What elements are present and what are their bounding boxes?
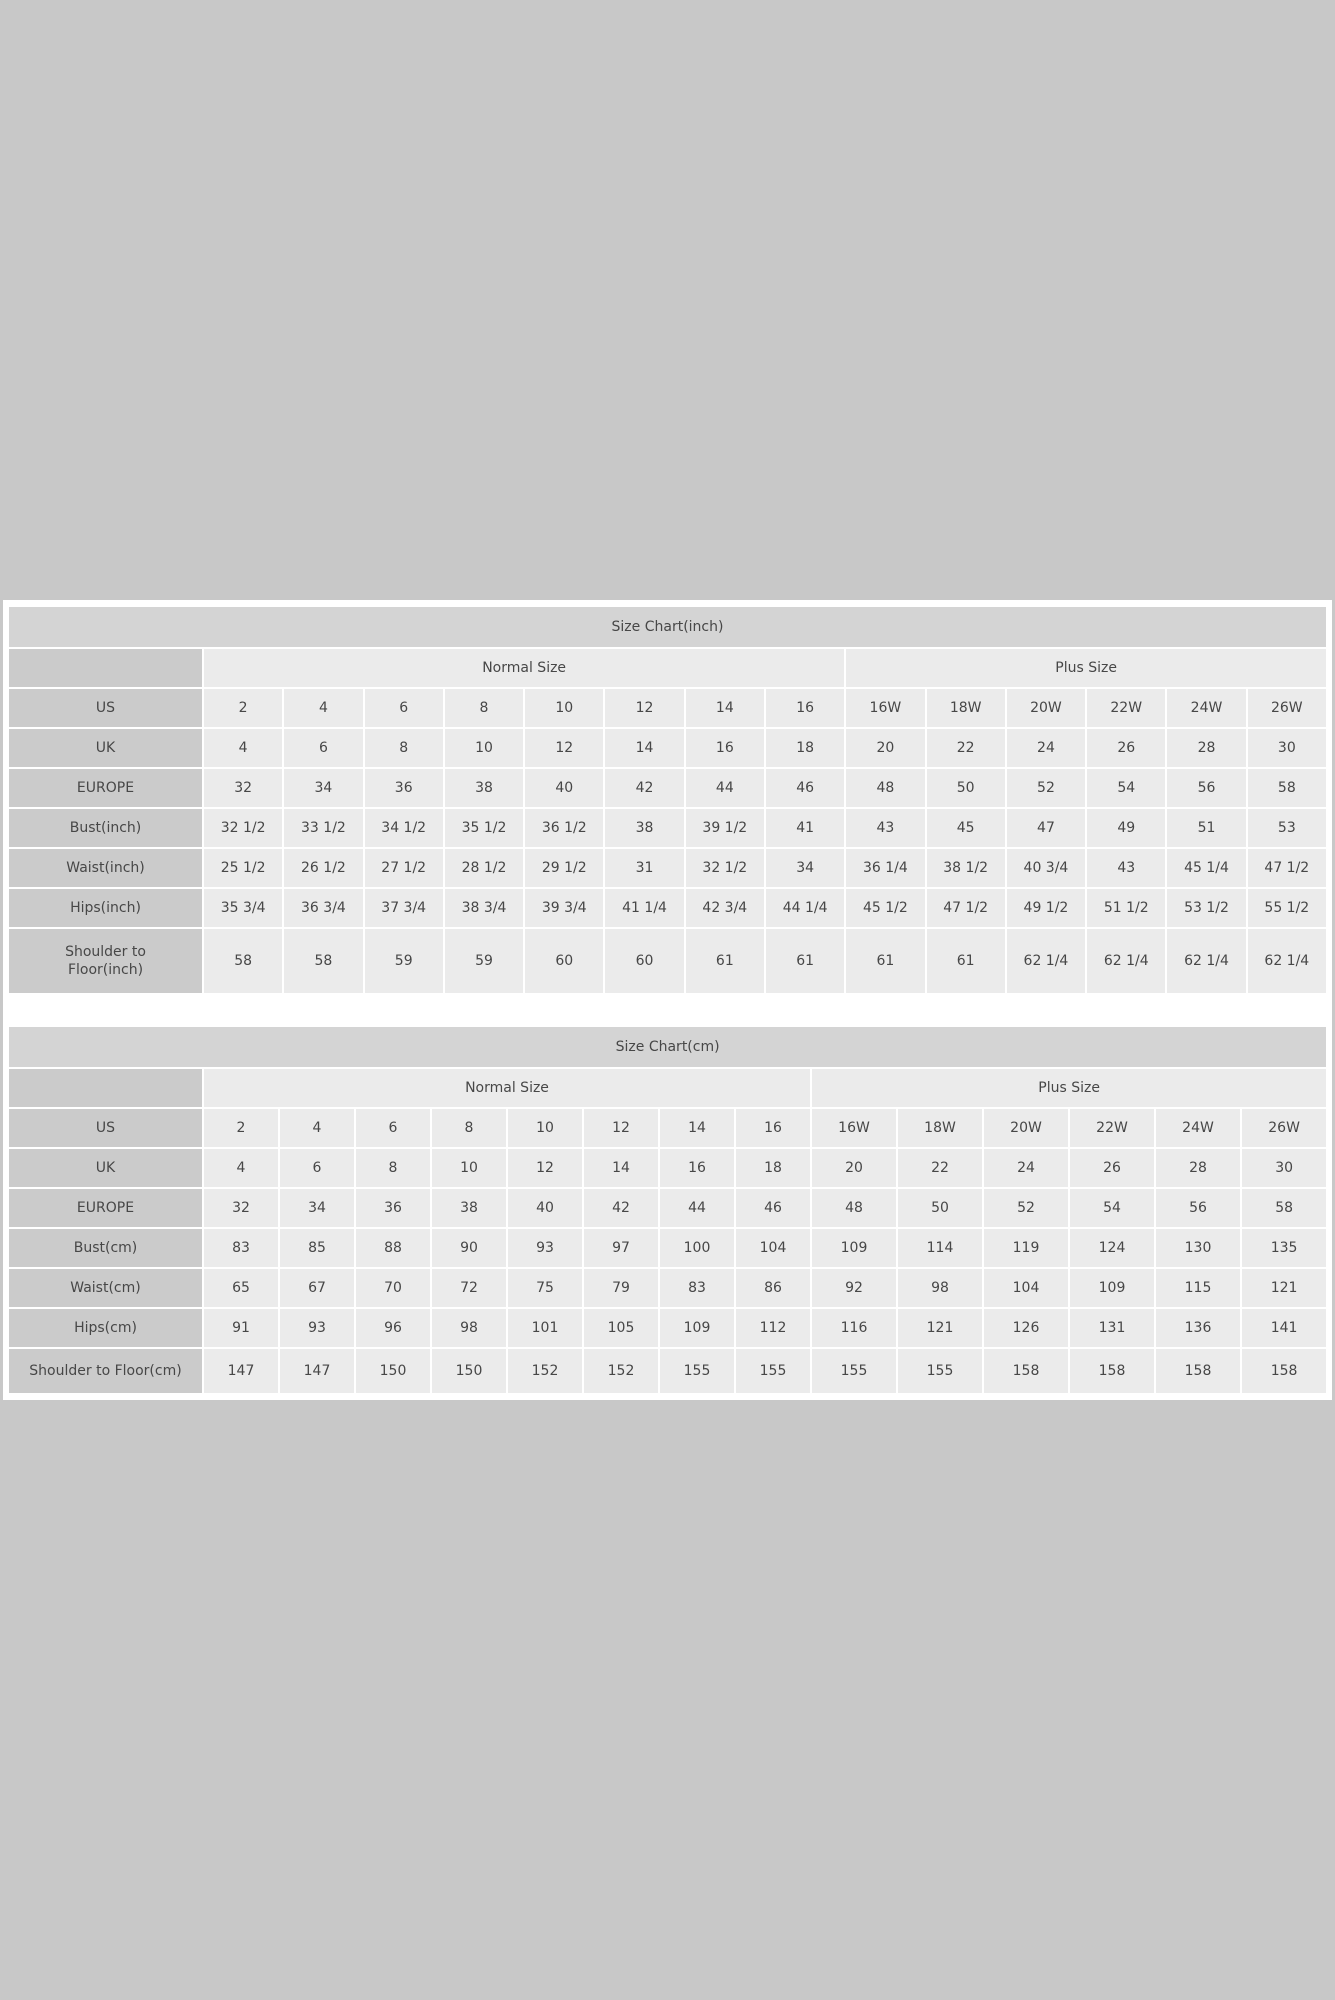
corner-cell [9,649,202,687]
size-value-cell: 155 [736,1349,810,1393]
size-value-cell: 158 [1242,1349,1326,1393]
size-value-cell: 53 [1248,809,1326,847]
size-value-cell: 96 [356,1309,430,1347]
size-value-cell: 4 [204,729,282,767]
size-value-cell: 18W [927,689,1005,727]
size-value-cell: 38 3/4 [445,889,523,927]
size-value-cell: 45 [927,809,1005,847]
size-value-cell: 75 [508,1269,582,1307]
size-value-cell: 48 [846,769,924,807]
size-value-cell: 22 [927,729,1005,767]
plus-size-header: Plus Size [846,649,1326,687]
size-value-cell: 155 [898,1349,982,1393]
size-value-cell: 30 [1248,729,1326,767]
size-value-cell: 136 [1156,1309,1240,1347]
size-value-cell: 109 [660,1309,734,1347]
size-value-cell: 38 [605,809,683,847]
size-value-cell: 18 [736,1149,810,1187]
size-value-cell: 33 1/2 [284,809,362,847]
size-value-cell: 130 [1156,1229,1240,1267]
plus-size-header: Plus Size [812,1069,1326,1107]
size-value-cell: 98 [432,1309,506,1347]
size-value-cell: 16 [766,689,844,727]
size-value-cell: 45 1/2 [846,889,924,927]
size-value-cell: 16 [660,1149,734,1187]
chart-title-inch: Size Chart(inch) [9,607,1326,647]
size-value-cell: 104 [736,1229,810,1267]
size-value-cell: 152 [508,1349,582,1393]
size-value-cell: 115 [1156,1269,1240,1307]
size-value-cell: 30 [1242,1149,1326,1187]
size-value-cell: 119 [984,1229,1068,1267]
size-value-cell: 42 3/4 [686,889,764,927]
size-value-cell: 104 [984,1269,1068,1307]
size-value-cell: 26W [1242,1109,1326,1147]
row-label: US [9,1109,202,1147]
size-value-cell: 35 1/2 [445,809,523,847]
size-value-cell: 51 [1167,809,1245,847]
size-value-cell: 116 [812,1309,896,1347]
size-value-cell: 48 [812,1189,896,1227]
size-value-cell: 62 1/4 [1248,929,1326,993]
size-value-cell: 39 1/2 [686,809,764,847]
size-value-cell: 121 [898,1309,982,1347]
size-value-cell: 32 [204,769,282,807]
size-value-cell: 47 1/2 [1248,849,1326,887]
size-value-cell: 18 [766,729,844,767]
size-value-cell: 155 [812,1349,896,1393]
size-value-cell: 135 [1242,1229,1326,1267]
size-value-cell: 20W [1007,689,1085,727]
size-value-cell: 36 1/4 [846,849,924,887]
size-value-cell: 10 [508,1109,582,1147]
size-value-cell: 34 [766,849,844,887]
size-value-cell: 8 [432,1109,506,1147]
size-value-cell: 105 [584,1309,658,1347]
size-value-cell: 54 [1070,1189,1154,1227]
size-value-cell: 10 [432,1149,506,1187]
row-label-line: Floor(inch) [67,962,144,978]
size-value-cell: 36 [365,769,443,807]
size-value-cell: 24W [1156,1109,1240,1147]
size-value-cell: 52 [984,1189,1068,1227]
size-charts-panel [3,600,1332,1400]
size-value-cell: 126 [984,1309,1068,1347]
size-value-cell: 61 [927,929,1005,993]
size-value-cell: 14 [660,1109,734,1147]
size-value-cell: 34 [280,1189,354,1227]
size-value-cell: 91 [204,1309,278,1347]
size-value-cell: 16 [736,1109,810,1147]
size-value-cell: 42 [605,769,683,807]
size-value-cell: 124 [1070,1229,1154,1267]
size-value-cell: 26W [1248,689,1326,727]
size-value-cell: 6 [280,1149,354,1187]
size-value-cell: 42 [584,1189,658,1227]
row-label: US [9,689,202,727]
size-value-cell: 86 [736,1269,810,1307]
size-value-cell: 150 [356,1349,430,1393]
size-value-cell: 12 [525,729,603,767]
size-value-cell: 8 [365,729,443,767]
size-chart-cm-table [7,1025,1328,1395]
size-value-cell: 36 3/4 [284,889,362,927]
size-value-cell: 44 [660,1189,734,1227]
size-value-cell: 37 3/4 [365,889,443,927]
size-value-cell: 34 1/2 [365,809,443,847]
size-value-cell: 24W [1167,689,1245,727]
row-label: Waist(cm) [9,1269,202,1307]
size-value-cell: 50 [927,769,1005,807]
size-value-cell: 60 [605,929,683,993]
size-value-cell: 45 1/4 [1167,849,1245,887]
row-label [9,929,202,993]
size-value-cell: 141 [1242,1309,1326,1347]
size-value-cell: 16 [686,729,764,767]
size-value-cell: 36 1/2 [525,809,603,847]
size-value-cell: 22 [898,1149,982,1187]
row-label: UK [9,729,202,767]
size-value-cell: 38 1/2 [927,849,1005,887]
size-value-cell: 100 [660,1229,734,1267]
size-value-cell: 14 [605,729,683,767]
row-label: UK [9,1149,202,1187]
size-value-cell: 50 [898,1189,982,1227]
size-value-cell: 61 [686,929,764,993]
size-value-cell: 12 [584,1109,658,1147]
size-value-cell: 72 [432,1269,506,1307]
chart-title-cm: Size Chart(cm) [9,1027,1326,1067]
size-value-cell: 43 [846,809,924,847]
size-value-cell: 28 1/2 [445,849,523,887]
size-value-cell: 121 [1242,1269,1326,1307]
size-value-cell: 10 [525,689,603,727]
size-value-cell: 32 1/2 [204,809,282,847]
size-value-cell: 2 [204,689,282,727]
size-value-cell: 79 [584,1269,658,1307]
size-value-cell: 59 [445,929,523,993]
size-value-cell: 54 [1087,769,1165,807]
size-value-cell: 47 [1007,809,1085,847]
size-value-cell: 40 3/4 [1007,849,1085,887]
size-value-cell: 10 [445,729,523,767]
size-value-cell: 32 1/2 [686,849,764,887]
row-label: Hips(cm) [9,1309,202,1347]
size-value-cell: 25 1/2 [204,849,282,887]
size-value-cell: 20W [984,1109,1068,1147]
size-value-cell: 152 [584,1349,658,1393]
size-value-cell: 112 [736,1309,810,1347]
size-value-cell: 41 1/4 [605,889,683,927]
size-value-cell: 150 [432,1349,506,1393]
corner-cell [9,1069,202,1107]
size-value-cell: 51 1/2 [1087,889,1165,927]
size-value-cell: 26 1/2 [284,849,362,887]
size-value-cell: 88 [356,1229,430,1267]
size-value-cell: 4 [280,1109,354,1147]
size-value-cell: 92 [812,1269,896,1307]
size-value-cell: 49 [1087,809,1165,847]
size-value-cell: 67 [280,1269,354,1307]
row-label: Hips(inch) [9,889,202,927]
size-value-cell: 41 [766,809,844,847]
size-value-cell: 60 [525,929,603,993]
size-value-cell: 20 [846,729,924,767]
size-value-cell: 12 [508,1149,582,1187]
size-value-cell: 20 [812,1149,896,1187]
size-value-cell: 18W [898,1109,982,1147]
size-value-cell: 35 3/4 [204,889,282,927]
size-value-cell: 24 [984,1149,1068,1187]
size-value-cell: 24 [1007,729,1085,767]
size-value-cell: 38 [432,1189,506,1227]
size-value-cell: 85 [280,1229,354,1267]
size-value-cell: 83 [204,1229,278,1267]
size-value-cell: 61 [846,929,924,993]
size-value-cell: 147 [280,1349,354,1393]
normal-size-header: Normal Size [204,649,844,687]
size-value-cell: 40 [508,1189,582,1227]
row-label: Shoulder to Floor(cm) [9,1349,202,1393]
size-value-cell: 70 [356,1269,430,1307]
size-value-cell: 27 1/2 [365,849,443,887]
size-value-cell: 131 [1070,1309,1154,1347]
size-value-cell: 8 [356,1149,430,1187]
size-value-cell: 44 [686,769,764,807]
size-value-cell: 40 [525,769,603,807]
size-value-cell: 32 [204,1189,278,1227]
size-value-cell: 97 [584,1229,658,1267]
size-value-cell: 52 [1007,769,1085,807]
size-value-cell: 61 [766,929,844,993]
size-value-cell: 6 [356,1109,430,1147]
row-label: EUROPE [9,769,202,807]
tables-spacer [7,995,1328,1025]
row-label: Waist(inch) [9,849,202,887]
row-label: Bust(cm) [9,1229,202,1267]
size-value-cell: 36 [356,1189,430,1227]
size-value-cell: 158 [1156,1349,1240,1393]
size-value-cell: 6 [365,689,443,727]
size-value-cell: 155 [660,1349,734,1393]
size-value-cell: 55 1/2 [1248,889,1326,927]
size-value-cell: 114 [898,1229,982,1267]
size-value-cell: 4 [204,1149,278,1187]
size-value-cell: 58 [284,929,362,993]
size-value-cell: 14 [686,689,764,727]
size-value-cell: 46 [766,769,844,807]
size-value-cell: 101 [508,1309,582,1347]
size-value-cell: 16W [846,689,924,727]
size-value-cell: 109 [1070,1269,1154,1307]
size-value-cell: 31 [605,849,683,887]
size-value-cell: 29 1/2 [525,849,603,887]
size-value-cell: 2 [204,1109,278,1147]
size-value-cell: 39 3/4 [525,889,603,927]
size-value-cell: 46 [736,1189,810,1227]
size-value-cell: 16W [812,1109,896,1147]
size-value-cell: 62 1/4 [1087,929,1165,993]
size-value-cell: 59 [365,929,443,993]
size-value-cell: 83 [660,1269,734,1307]
size-value-cell: 34 [284,769,362,807]
size-value-cell: 14 [584,1149,658,1187]
size-value-cell: 4 [284,689,362,727]
size-chart-inch-table [7,605,1328,995]
size-value-cell: 98 [898,1269,982,1307]
size-value-cell: 22W [1070,1109,1154,1147]
row-label: Bust(inch) [9,809,202,847]
size-value-cell: 93 [280,1309,354,1347]
size-value-cell: 28 [1156,1149,1240,1187]
size-value-cell: 58 [1248,769,1326,807]
size-value-cell: 49 1/2 [1007,889,1085,927]
size-value-cell: 56 [1156,1189,1240,1227]
size-value-cell: 8 [445,689,523,727]
row-label-line: Shoulder to [65,944,146,960]
size-value-cell: 38 [445,769,523,807]
size-value-cell: 12 [605,689,683,727]
size-value-cell: 109 [812,1229,896,1267]
normal-size-header: Normal Size [204,1069,810,1107]
size-value-cell: 44 1/4 [766,889,844,927]
size-value-cell: 158 [1070,1349,1154,1393]
row-label: EUROPE [9,1189,202,1227]
size-value-cell: 93 [508,1229,582,1267]
size-value-cell: 147 [204,1349,278,1393]
size-value-cell: 28 [1167,729,1245,767]
size-value-cell: 22W [1087,689,1165,727]
size-value-cell: 43 [1087,849,1165,887]
size-value-cell: 58 [1242,1189,1326,1227]
size-value-cell: 90 [432,1229,506,1267]
size-value-cell: 53 1/2 [1167,889,1245,927]
size-value-cell: 62 1/4 [1167,929,1245,993]
size-value-cell: 158 [984,1349,1068,1393]
size-value-cell: 56 [1167,769,1245,807]
size-value-cell: 6 [284,729,362,767]
size-value-cell: 26 [1087,729,1165,767]
size-value-cell: 62 1/4 [1007,929,1085,993]
size-value-cell: 26 [1070,1149,1154,1187]
size-value-cell: 47 1/2 [927,889,1005,927]
size-value-cell: 58 [204,929,282,993]
size-value-cell: 65 [204,1269,278,1307]
